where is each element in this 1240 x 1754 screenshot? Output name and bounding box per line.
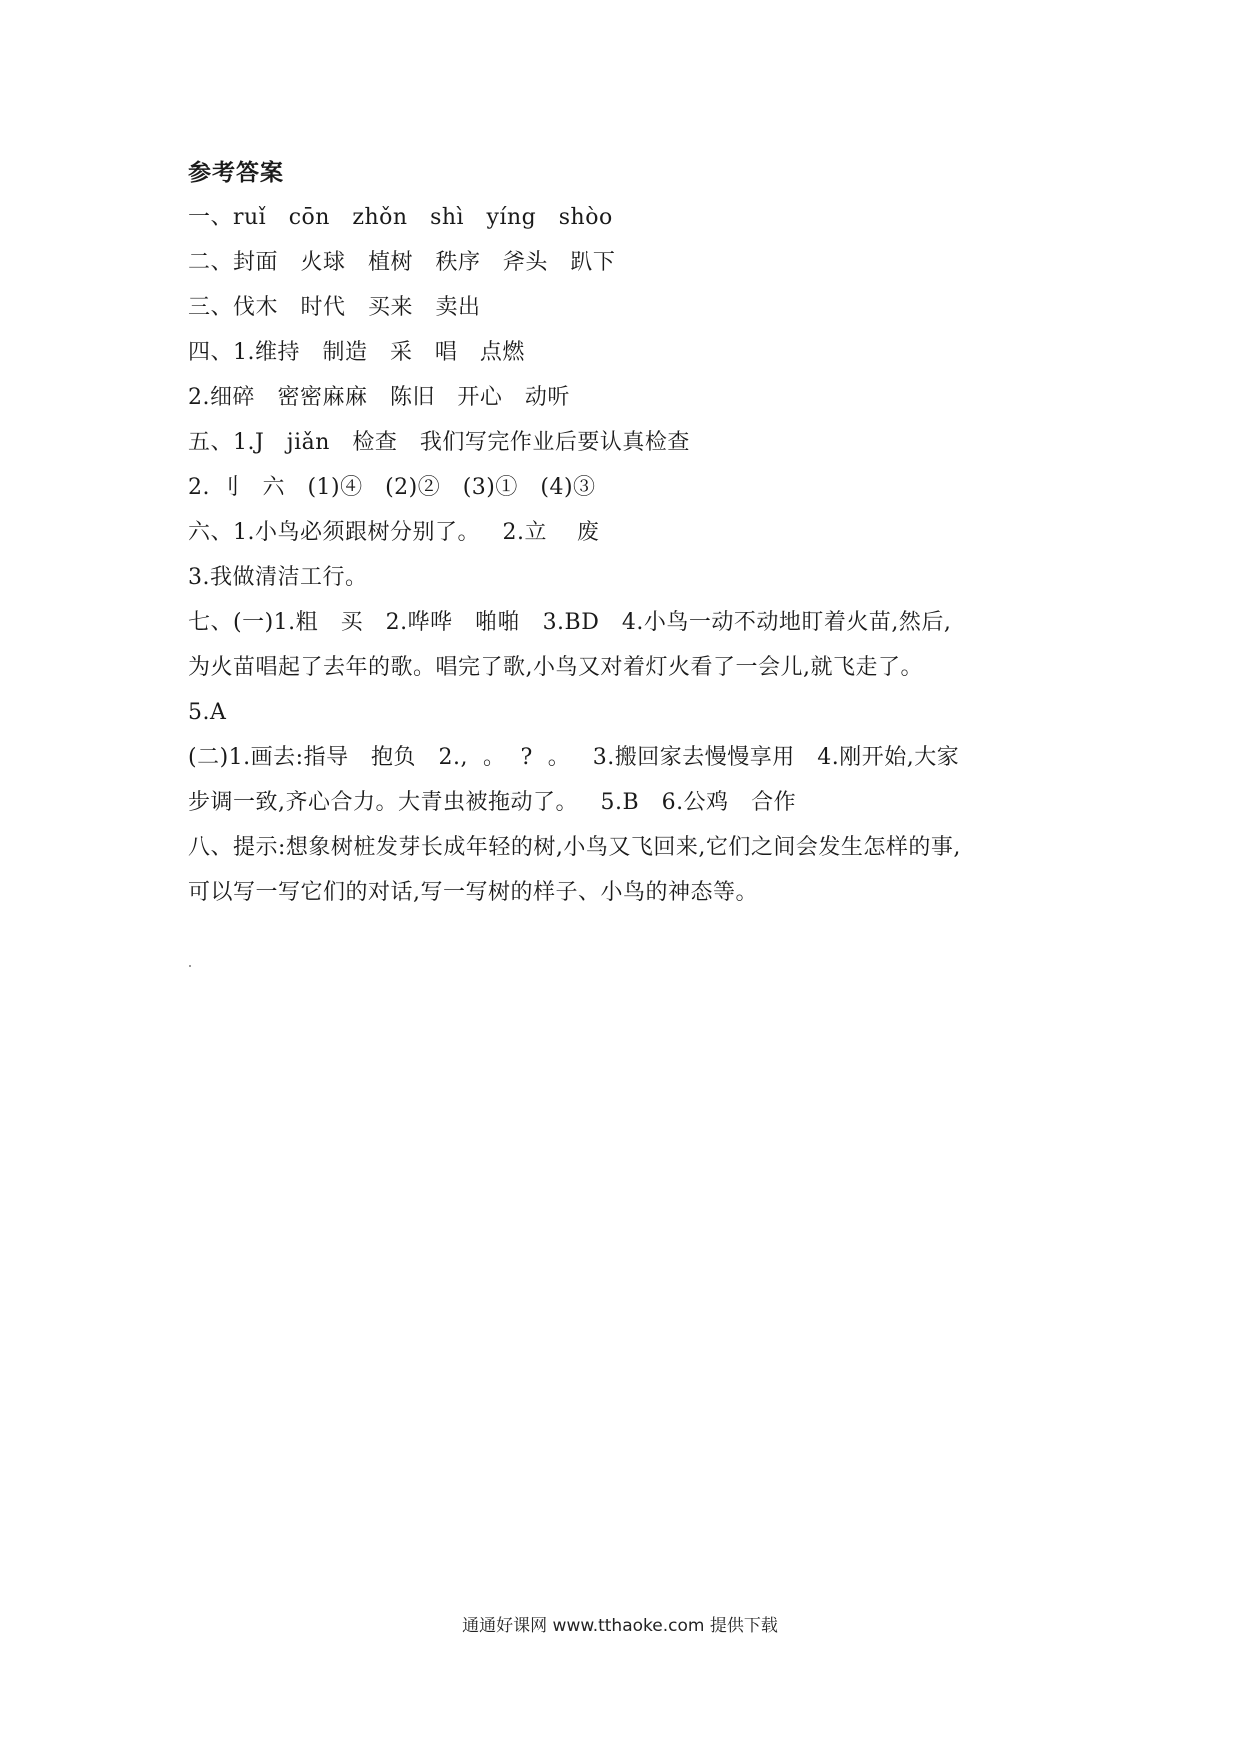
answer-line-2: 二、封面 火球 植树 秩序 斧头 趴下 <box>188 250 616 275</box>
scan-speck <box>189 965 191 967</box>
answer-line-16: 可以写一写它们的对话,写一写树的样子、小鸟的神态等。 <box>188 880 758 905</box>
answer-line-10: 七、(一)1.粗 买 2.哗哗 啪啪 3.BD 4.小鸟一动不动地盯着火苗,然后, <box>188 610 952 635</box>
page-title: 参考答案 <box>188 160 284 186</box>
answer-line-8: 六、1.小鸟必须跟树分别了。 2.立 废 <box>188 520 600 545</box>
answer-line-5: 2.细碎 密密麻麻 陈旧 开心 动听 <box>188 385 570 410</box>
answer-line-3: 三、伐木 时代 买来 卖出 <box>188 295 481 320</box>
answer-line-14: 步调一致,齐心合力。大青虫被拖动了。 5.B 6.公鸡 合作 <box>188 790 797 815</box>
answer-line-13: (二)1.画去:指导 抱负 2., 。 ? 。 3.搬回家去慢慢享用 4.刚开始,大家 <box>188 745 960 770</box>
answer-key <box>188 158 1068 923</box>
answer-line-1: 一、ruǐ cōn zhǒn shì yíng shòo <box>188 205 613 230</box>
answer-line-6: 五、1.J jiǎn 检查 我们写完作业后要认真检查 <box>188 430 690 455</box>
footer-credit: 通通好课网 www.tthaoke.com 提供下载 <box>462 1616 778 1636</box>
answer-line-7: 2. 刂 六 (1)④ (2)② (3)① (4)③ <box>188 475 596 500</box>
answer-line-4: 四、1.维持 制造 采 唱 点燃 <box>188 340 525 365</box>
answer-line-11: 为火苗唱起了去年的歌。唱完了歌,小鸟又对着灯火看了一会儿,就飞走了。 <box>188 655 923 680</box>
answer-line-12: 5.A <box>188 700 227 725</box>
answer-line-15: 八、提示:想象树桩发芽长成年轻的树,小鸟又飞回来,它们之间会发生怎样的事, <box>188 835 961 860</box>
answer-line-9: 3.我做清洁工行。 <box>188 565 368 590</box>
